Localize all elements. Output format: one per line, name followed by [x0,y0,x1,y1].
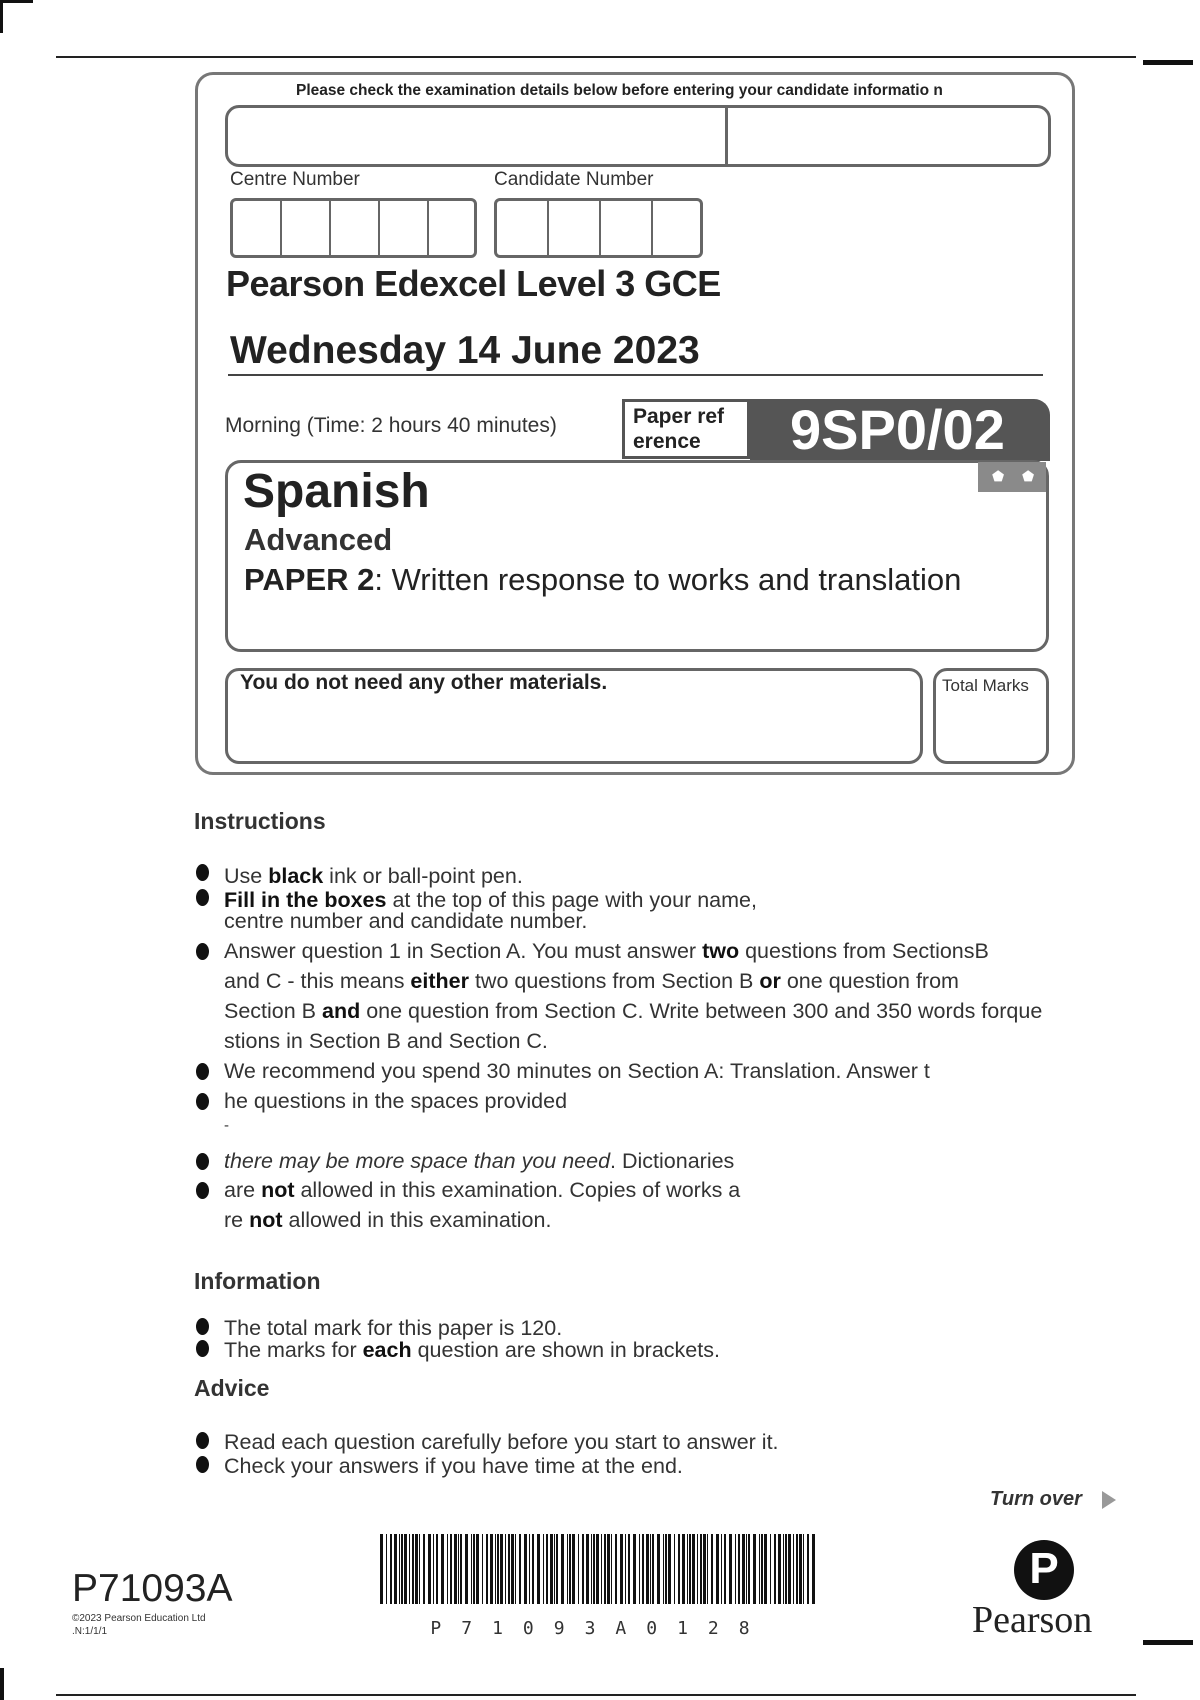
barcode-bar [707,1534,708,1604]
barcode-bar [761,1534,763,1604]
top-rule [56,56,1136,58]
barcode-bar [454,1534,457,1604]
barcode-bar [490,1534,493,1604]
barcode-bar [495,1534,496,1604]
barcode-bar [678,1534,680,1604]
barcode-bar [546,1534,548,1604]
barcode-bar [567,1534,568,1604]
pearson-logo-icon [1014,1540,1074,1600]
paper-title: PAPER 2: Written response to works and translation [244,562,962,597]
barcode-bar [748,1534,750,1604]
bullet-icon [196,864,209,881]
barcode-bar [668,1534,671,1604]
barcode-bar [447,1534,448,1604]
barcode-number: P71093A0128 [430,1618,770,1639]
paper-reference-code: 9SP0/02 [750,399,1050,461]
instruction-line: there may be more space than you need. Dictionaries [224,1149,735,1173]
barcode-bar [778,1534,781,1604]
paper-reference-label: Paper ref erence [622,399,750,459]
barcode-bar [529,1534,530,1604]
barcode-bar [721,1534,722,1604]
barcode-bar [519,1534,521,1604]
digit-box[interactable] [380,201,429,255]
barcode-bar [803,1534,804,1604]
barcode-bar [497,1534,499,1604]
instruction-line: re not allowed in this examination. [224,1208,552,1232]
barcode-bar [796,1534,798,1604]
barcode-bar [476,1534,479,1604]
barcode-bar [505,1534,506,1604]
bullet-icon [196,889,209,906]
barcode-bar [652,1534,654,1604]
barcode-bar [738,1534,740,1604]
barcode [380,1534,820,1620]
barcode-bar [508,1534,510,1604]
barcode-bar [556,1534,558,1604]
barcode-bar [423,1534,425,1604]
barcode-bar [607,1534,610,1604]
digit-box[interactable] [331,201,380,255]
barcode-bar [783,1534,784,1604]
pearson-logo-word: Pearson [972,1599,1093,1641]
barcode-bar [532,1534,534,1604]
barcode-bar [554,1534,555,1604]
digit-box[interactable] [601,201,653,255]
barcode-bar [419,1534,420,1604]
advice-line: Read each question carefully before you start to answer it. [224,1430,779,1454]
digit-box[interactable] [653,201,700,255]
instruction-line: are not allowed in this examination. Copies of works a [224,1178,741,1202]
barcode-bar [639,1534,640,1604]
bullet-icon [196,1432,209,1449]
instructions-heading: Instructions [194,808,326,834]
barcode-bar [515,1534,516,1604]
information-line: The total mark for this paper is 120. [224,1316,563,1340]
barcode-bar [628,1534,630,1604]
registration-mark [1143,1640,1193,1645]
bullet-icon [196,1182,209,1199]
barcode-bar [687,1534,688,1604]
instruction-line: stions in Section B and Section C. [224,1029,548,1053]
barcode-bar [591,1534,592,1604]
barcode-bar [486,1534,488,1604]
barcode-bar [724,1534,726,1604]
barcode-bar [537,1534,540,1604]
barcode-bar [633,1534,636,1604]
barcode-bar [511,1534,514,1604]
barcode-bar [742,1534,745,1604]
barcode-bar [550,1534,553,1604]
digit-box[interactable] [497,201,549,255]
total-marks-label: Total Marks [942,676,1029,695]
digit-box[interactable] [549,201,601,255]
barcode-bar [500,1534,503,1604]
barcode-bar [404,1534,407,1604]
barcode-bar [394,1534,397,1604]
materials-text: You do not need any other materials. [240,671,608,694]
barcode-bar [604,1534,606,1604]
exam-date: Wednesday 14 June 2023 [230,329,700,372]
instruction-line: he questions in the spaces provided [224,1089,568,1113]
bullet-icon [196,1456,209,1473]
barcode-bar [657,1534,660,1604]
instruction-line: Use black ink or ball-point pen. [224,864,523,888]
date-underline [228,374,1043,376]
barcode-bar [572,1534,575,1604]
barcode-bar [473,1534,475,1604]
barcode-bar [460,1534,462,1604]
barcode-bar [700,1534,702,1604]
barcode-bar [458,1534,459,1604]
barcode-bar [788,1534,791,1604]
crop-mark-bottom-left [0,1668,4,1700]
barcode-bar [412,1534,414,1604]
barcode-bar [615,1534,617,1604]
barcode-bar [524,1534,527,1604]
name-box-divider [725,108,728,166]
barcode-bar [716,1534,719,1604]
barcode-bar [482,1534,483,1604]
advice-heading: Advice [194,1375,270,1401]
barcode-bar [561,1534,564,1604]
instruction-line: and C - this means either two questions from Section B or one question from [224,969,959,993]
barcode-bar [596,1534,599,1604]
centre-number-label: Centre Number [230,169,360,190]
bullet-icon [196,1153,209,1170]
candidate-number-label: Candidate Number [494,169,654,190]
barcode-bar [433,1534,434,1604]
barcode-bar [601,1534,602,1604]
barcode-bar [682,1534,685,1604]
barcode-bar [785,1534,787,1604]
barcode-bar [578,1534,579,1604]
barcode-bar [697,1534,698,1604]
bullet-icon [196,943,209,960]
bullet-icon [196,1063,209,1080]
check-details-note: Please check the examination details below before entering your candidate informatio n [296,82,943,99]
instruction-line: - [224,1117,229,1134]
instruction-line: Section B and one question from Section C. Write between 300 and 350 words forque [224,999,1043,1023]
registration-mark [1143,60,1193,65]
digit-box[interactable] [282,201,331,255]
barcode-bar [774,1534,776,1604]
barcode-bar [642,1534,644,1604]
logo-letter: P [1029,1544,1059,1593]
barcode-bar [770,1534,771,1604]
barcode-bar [415,1534,418,1604]
paper-tag-icon: ⬟ ⬟ [978,462,1046,492]
copyright-notice: ©2023 Pearson Education Ltd .N:1/1/1 [72,1613,206,1637]
instruction-line: Answer question 1 in Section A. You must answer two questions from SectionsB [224,939,989,963]
barcode-bar [753,1534,756,1604]
exam-session: Morning (Time: 2 hours 40 minutes) [225,414,557,437]
barcode-bar [543,1534,544,1604]
instruction-line: Fill in the boxes at the top of this page with your name, [224,888,757,912]
digit-box[interactable] [233,201,282,255]
barcode-bar [735,1534,736,1604]
barcode-bar [409,1534,410,1604]
barcode-bar [593,1534,595,1604]
barcode-bar [428,1534,431,1604]
barcode-bar [692,1534,695,1604]
barcode-bar [441,1534,444,1604]
barcode-bar [399,1534,400,1604]
digit-box[interactable] [429,201,474,255]
barcode-bar [650,1534,651,1604]
barcode-bar [807,1534,809,1604]
bottom-rule [56,1694,1136,1696]
barcode-bar [759,1534,760,1604]
barcode-bar [689,1534,691,1604]
turn-over-arrow-icon [1102,1491,1116,1509]
barcode-bar [625,1534,626,1604]
exam-board-title: Pearson Edexcel Level 3 GCE [226,263,721,304]
barcode-bar [665,1534,667,1604]
barcode-bar [436,1534,438,1604]
bullet-icon [196,1340,209,1357]
barcode-bar [764,1534,767,1604]
turn-over-text: Turn over [990,1488,1082,1510]
candidate-name-box[interactable] [225,105,1051,167]
barcode-bar [390,1534,392,1604]
barcode-bar [569,1534,571,1604]
barcode-bar [620,1534,623,1604]
barcode-bar [646,1534,649,1604]
instruction-line: We recommend you spend 30 minutes on Section A: Translation. Answer t [224,1059,930,1083]
information-heading: Information [194,1268,321,1294]
barcode-bar [386,1534,387,1604]
barcode-bar [611,1534,612,1604]
paper-code: P71093A [72,1567,233,1610]
barcode-bar [582,1534,584,1604]
barcode-bar [586,1534,589,1604]
barcode-bar [812,1534,815,1604]
barcode-bar [674,1534,675,1604]
barcode-bar [703,1534,706,1604]
bullet-icon [196,1318,209,1335]
barcode-bar [450,1534,452,1604]
barcode-bar [663,1534,664,1604]
barcode-bar [401,1534,403,1604]
centre-number-boxes[interactable] [230,198,477,258]
information-line: The marks for each question are shown in brackets. [224,1338,720,1362]
crop-mark-top-left [0,0,33,33]
barcode-bar [746,1534,747,1604]
barcode-bar [471,1534,472,1604]
instruction-line: centre number and candidate number. [224,909,588,933]
subject-title: Spanish [243,465,430,518]
bullet-icon [196,1093,209,1110]
barcode-bar [793,1534,794,1604]
advice-line: Check your answers if you have time at the end. [224,1454,683,1478]
barcode-bar [711,1534,713,1604]
barcode-bar [799,1534,802,1604]
barcode-bar [729,1534,732,1604]
subject-level: Advanced [244,522,393,557]
candidate-number-boxes[interactable] [494,198,703,258]
barcode-bar [380,1534,383,1604]
barcode-bar [465,1534,468,1604]
